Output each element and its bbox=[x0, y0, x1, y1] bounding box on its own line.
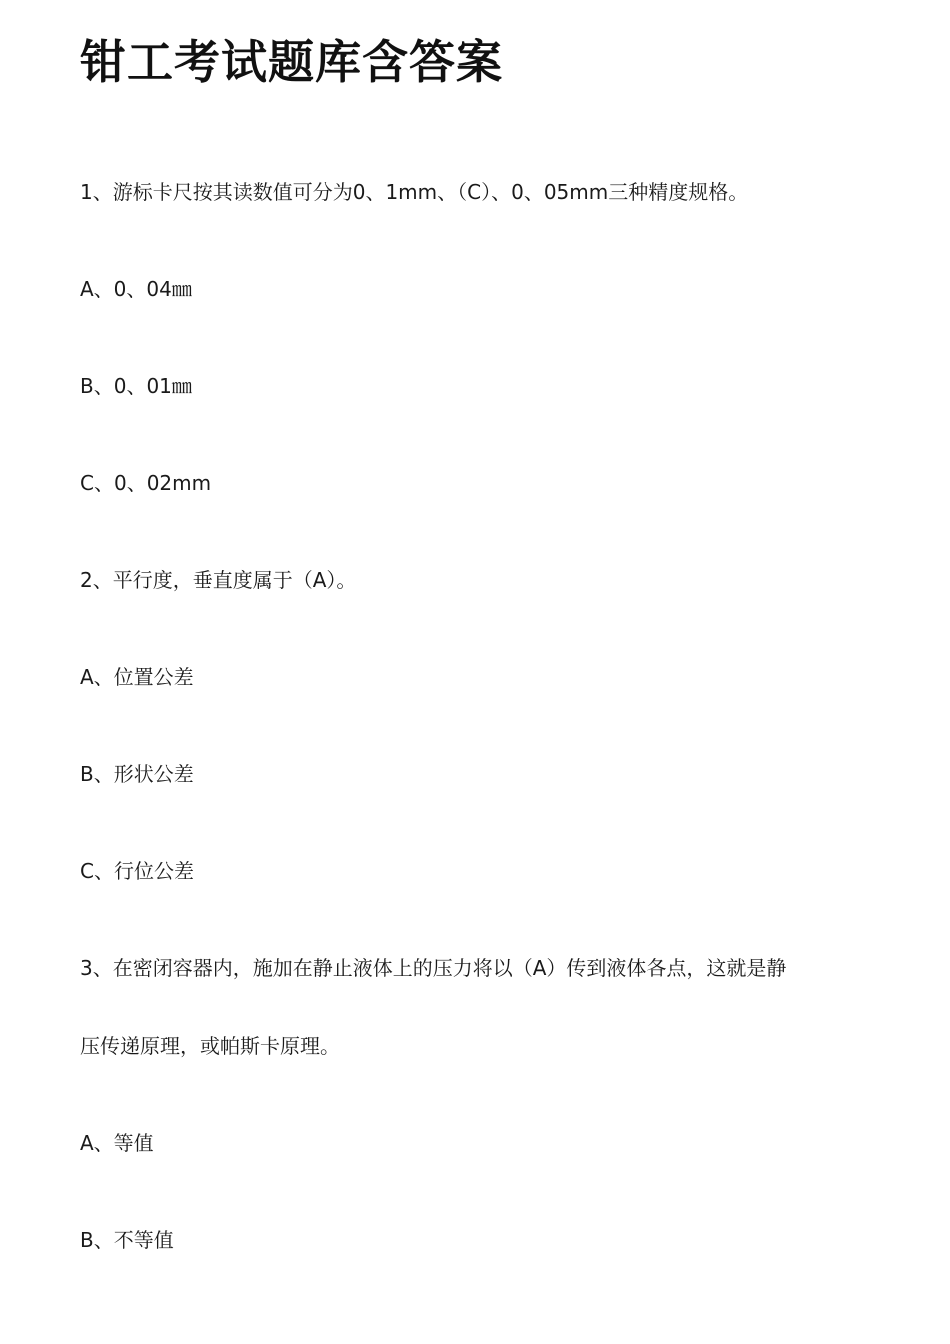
question-2-option-a: A、位置公差 bbox=[80, 665, 194, 689]
question-3-text-line-2: 压传递原理，或帕斯卡原理。 bbox=[80, 1034, 340, 1058]
question-1-option-a: A、0、04㎜ bbox=[80, 277, 192, 301]
question-2-text: 2、平行度，垂直度属于（A）。 bbox=[80, 568, 357, 592]
document-title: 钳工考试题库含答案 bbox=[80, 35, 503, 89]
question-1-option-b: B、0、01㎜ bbox=[80, 374, 192, 398]
question-3-option-b: B、不等值 bbox=[80, 1228, 174, 1252]
question-1-text: 1、游标卡尺按其读数值可分为0、1mm、（C）、0、05mm三种精度规格。 bbox=[80, 180, 749, 204]
question-1-option-c: C、0、02mm bbox=[80, 471, 212, 495]
question-3-text-line-1: 3、在密闭容器内，施加在静止液体上的压力将以（A）传到液体各点，这就是静 bbox=[80, 956, 787, 980]
question-2-option-b: B、形状公差 bbox=[80, 762, 194, 786]
question-3-option-a: A、等值 bbox=[80, 1131, 154, 1155]
question-2-option-c: C、行位公差 bbox=[80, 859, 194, 883]
